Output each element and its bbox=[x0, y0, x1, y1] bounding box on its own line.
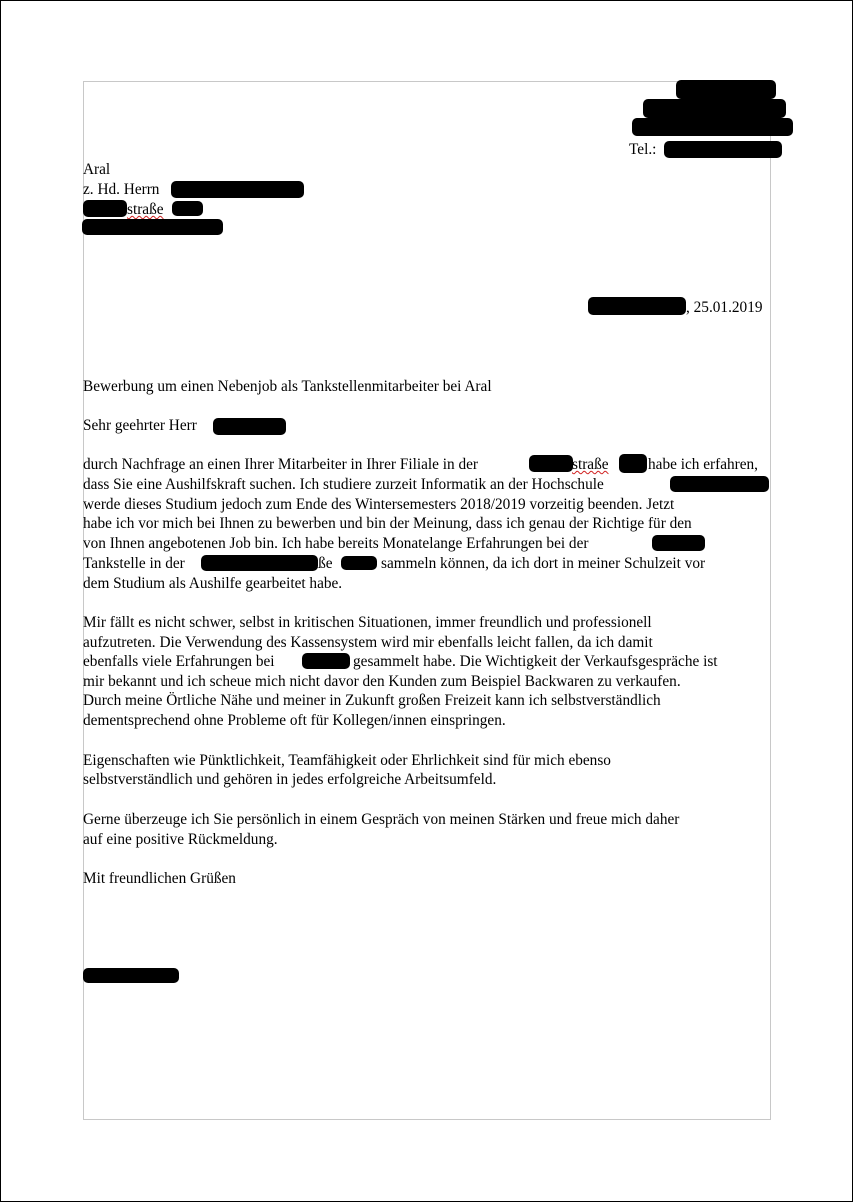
para1-line6-street-suffix: traße bbox=[302, 555, 333, 572]
para1-line5: von Ihnen angebotenen Job bin. Ich habe bereits Monatelange Erfahrungen bei der bbox=[83, 535, 589, 552]
para2-line2: aufzutreten. Die Verwendung des Kassensystem wird mir ebenfalls leicht fallen, da ich damit bbox=[83, 634, 653, 651]
redacted-recipient-house-number bbox=[172, 201, 203, 216]
closing: Mit freundlichen Grüßen bbox=[83, 870, 236, 887]
redacted-previous-street bbox=[201, 555, 318, 571]
redacted-branch-number bbox=[619, 454, 647, 473]
para3-line2: selbstverständlich und gehören in jedes erfolgreiche Arbeitsumfeld. bbox=[83, 771, 497, 788]
sender-tel-label: Tel.: bbox=[629, 141, 657, 158]
para1-line1: durch Nachfrage an einen Ihrer Mitarbeiter in Ihrer Filiale in der bbox=[83, 456, 478, 473]
para1-line7: dem Studium als Aushilfe gearbeitet habe. bbox=[83, 575, 343, 592]
redacted-place bbox=[588, 297, 686, 315]
para1-line1-end: habe ich erfahren, bbox=[648, 456, 758, 473]
text-area-boundary bbox=[83, 81, 771, 1120]
redacted-salutation-name bbox=[213, 418, 286, 435]
para2-line4: mir bekannt und ich scheue mich nicht davor den Kunden zum Beispiel Backwaren zu verkaufen. bbox=[83, 673, 681, 690]
salutation: Sehr geehrter Herr bbox=[83, 417, 197, 434]
redacted-sender-name bbox=[676, 80, 776, 99]
para1-line3: werde dieses Studium jedoch zum Ende des Wintersemesters 2018/2019 vorzeitig beenden. Jetzt bbox=[83, 496, 675, 513]
recipient-company: Aral bbox=[83, 161, 111, 178]
redacted-branch-street bbox=[529, 455, 573, 472]
para1-street-suffix: straße bbox=[572, 456, 609, 473]
redacted-recipient-street-prefix bbox=[83, 200, 127, 217]
redacted-recipient-city bbox=[82, 219, 223, 235]
para2-line5: Durch meine Örtliche Nähe und meiner in Zukunft großen Freizeit kann ich selbstverständlich bbox=[83, 692, 661, 709]
redacted-university bbox=[670, 476, 769, 492]
para2-line1: Mir fällt es nicht schwer, selbst in kritischen Situationen, immer freundlich und professionell bbox=[83, 614, 652, 631]
redacted-sender-city bbox=[632, 118, 793, 136]
redacted-sender-tel bbox=[664, 141, 782, 158]
redacted-sender-street bbox=[643, 99, 786, 118]
redacted-employer-ref bbox=[302, 653, 350, 669]
recipient-street-suffix: straße bbox=[127, 201, 164, 218]
para3-line1: Eigenschaften wie Pünktlichkeit, Teamfähigkeit oder Ehrlichkeit sind für mich ebenso bbox=[83, 752, 611, 769]
para1-line6-end: sammeln können, da ich dort in meiner Schulzeit vor bbox=[381, 555, 706, 572]
para2-line6: dementsprechend ohne Probleme oft für Kollegen/innen einspringen. bbox=[83, 712, 506, 729]
para1-line6: Tankstelle in der bbox=[83, 555, 185, 572]
redacted-previous-employer bbox=[652, 535, 705, 551]
para4-line1: Gerne überzeuge ich Sie persönlich in einem Gespräch von meinen Stärken und freue mich daher bbox=[83, 811, 680, 828]
letter-subject: Bewerbung um einen Nebenjob als Tankstellenmitarbeiter bei Aral bbox=[83, 378, 492, 395]
para2-line3-end: gesammelt habe. Die Wichtigkeit der Verkaufsgespräche ist bbox=[353, 653, 718, 670]
para1-line2: dass Sie eine Aushilfskraft suchen. Ich studiere zurzeit Informatik an der Hochschule bbox=[83, 476, 604, 493]
recipient-attention: z. Hd. Herrn bbox=[83, 181, 160, 198]
letter-date: , 25.01.2019 bbox=[686, 299, 763, 316]
redacted-previous-number bbox=[341, 556, 377, 570]
para1-line4: habe ich vor mich bei Ihnen zu bewerben und bin der Meinung, dass ich genau der Richtige für den bbox=[83, 515, 692, 532]
para2-line3: ebenfalls viele Erfahrungen bei bbox=[83, 653, 275, 670]
para4-line2: auf eine positive Rückmeldung. bbox=[83, 831, 278, 848]
redacted-recipient-name bbox=[171, 181, 304, 198]
redacted-signature-name bbox=[83, 968, 179, 983]
